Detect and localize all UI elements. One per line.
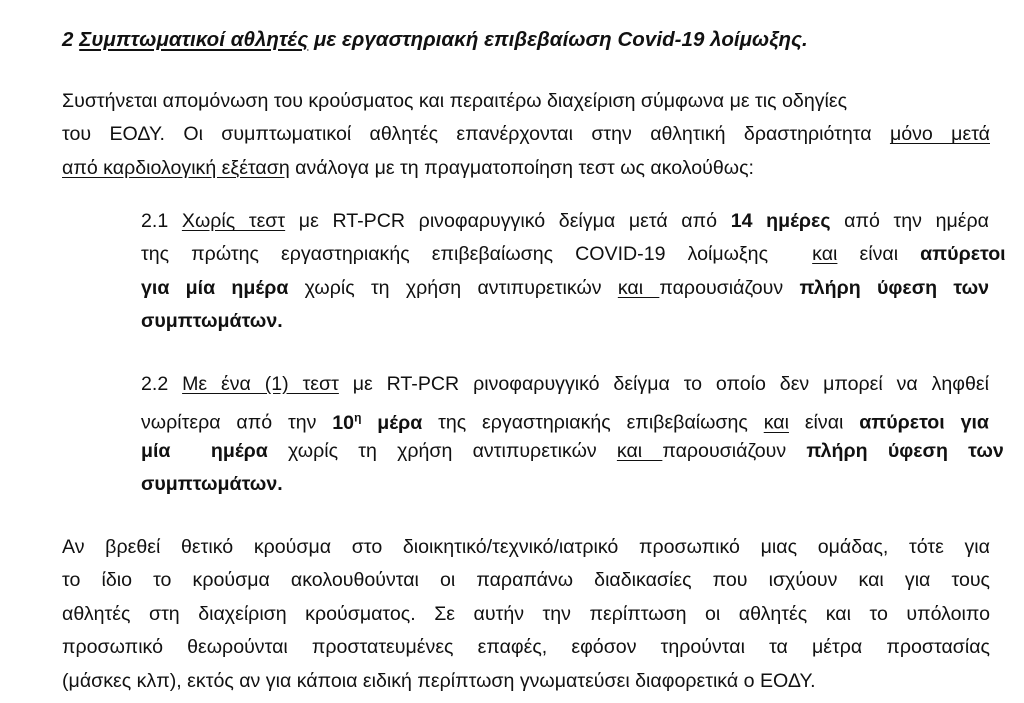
item-text: είναι — [837, 243, 921, 266]
text-line: το ίδιο το κρούσμα ακολουθούνται οι παραπάνω διαδικασίες που ισχύουν και για τους — [62, 569, 990, 592]
day-superscript: η — [354, 410, 362, 425]
intro-paragraph — [62, 85, 990, 185]
text-line — [141, 368, 989, 401]
text-line — [141, 238, 1006, 271]
item-bold-days: 14 ημέρες — [730, 210, 831, 232]
text-line: αθλητές στη διαχείριση κρούσματος. Σε αυτήν την περίπτωση οι αθλητές και το υπόλοιπο — [62, 602, 990, 625]
text-line — [141, 272, 989, 305]
intro-line-1: Συστήνεται απομόνωση του κρούσματος και περαιτέρω διαχείριση σύμφωνα με τις οδηγίες — [62, 90, 848, 112]
item-bold-remission: πλήρη ύφεση των — [806, 439, 1004, 462]
text-line: (μάσκες κλπ), εκτός αν για κάποια ειδική περίπτωση γνωματεύσει διαφορετικά ο ΕΟΔΥ. — [62, 669, 816, 692]
item-bold-remission: πλήρη ύφεση των — [799, 276, 990, 299]
item-text: με RT-PCR ρινοφαρυγγικό δείγμα μετά από — [285, 210, 731, 232]
text-line — [62, 118, 990, 151]
item-bold-day-10 — [332, 412, 422, 434]
heading-number: 2 — [62, 28, 80, 51]
item-bold-symptoms: συμπτωμάτων — [141, 310, 278, 333]
item-number: 2.1 — [141, 210, 182, 232]
day-number: 10 — [332, 411, 355, 434]
item-text: είναι — [788, 411, 860, 434]
text-line — [62, 85, 990, 118]
item-and: και — [763, 411, 789, 434]
item-number: 2.2 — [141, 373, 183, 395]
text-line — [141, 205, 989, 238]
item-text: με RT-PCR ρινοφαρυγγικό δείγμα το οποίο δεν μπορεί να ληφθεί — [338, 373, 989, 395]
section-heading — [62, 28, 982, 52]
item-bold-one-day: μία ημέρα — [141, 439, 268, 462]
text-line — [141, 401, 989, 434]
text-line — [62, 152, 990, 185]
text-line: προσωπικό θεωρούνται προστατευμένες επαφές, εφόσον τηρούνται τα μέτρα προστασίας — [62, 636, 990, 659]
item-2-1 — [141, 205, 1006, 339]
item-text: παρουσιάζουν — [659, 276, 800, 299]
item-bold-one-day: για μία ημέρα — [141, 276, 289, 299]
intro-emphasis-cardio-exam: από καρδιολογική εξέταση — [62, 156, 290, 179]
day-word: μέρα — [361, 411, 423, 434]
intro-emphasis-only-after: μόνο μετά — [889, 123, 990, 146]
item-text: χωρίς τη χρήση αντιπυρετικών — [288, 276, 618, 299]
item-text: της πρώτης εργαστηριακής επιβεβαίωσης COVID-19 λοίμωξης — [141, 243, 791, 266]
item-bold-afebrile: απύρετοι για — [859, 411, 989, 434]
item-text: από την ημέρα — [830, 210, 990, 232]
item-text: της εργαστηριακής επιβεβαίωσης — [422, 411, 764, 434]
item-and: και — [812, 243, 838, 266]
text-line — [141, 305, 989, 338]
item-2-2 — [141, 368, 1004, 502]
item-period: . — [277, 473, 283, 496]
item-label: Χωρίς τεστ — [181, 210, 286, 232]
text-line — [141, 435, 1004, 468]
item-bold-symptoms: συμπτωμάτων — [141, 473, 278, 496]
closing-paragraph — [62, 531, 990, 698]
item-and: και — [616, 439, 663, 462]
item-text: χωρίς τη χρήση αντιπυρετικών — [267, 439, 617, 462]
heading-subject: Συμπτωματικοί αθλητές — [79, 28, 309, 51]
item-text: παρουσιάζουν — [662, 439, 807, 462]
item-period: . — [277, 310, 283, 333]
item-and: και — [617, 276, 660, 299]
intro-line-3: ανάλογα με τη πραγματοποίηση τεστ ως ακολούθως: — [289, 156, 754, 179]
text-line — [141, 468, 989, 501]
text-line: Αν βρεθεί θετικό κρούσμα στο διοικητικό/τεχνικό/ιατρικό προσωπικό μιας ομάδας, τότε για — [62, 536, 990, 558]
intro-line-2: του ΕΟΔΥ. Οι συμπτωματικοί αθλητές επανέρχονται στην αθλητική δραστηριότητα — [62, 123, 890, 146]
item-label: Με ένα (1) τεστ — [182, 373, 339, 395]
item-bold-afebrile: απύρετοι — [920, 243, 1006, 266]
heading-rest: με εργαστηριακή επιβεβαίωση Covid-19 λοίμωξης. — [308, 28, 808, 51]
item-text: νωρίτερα από την — [141, 411, 333, 434]
